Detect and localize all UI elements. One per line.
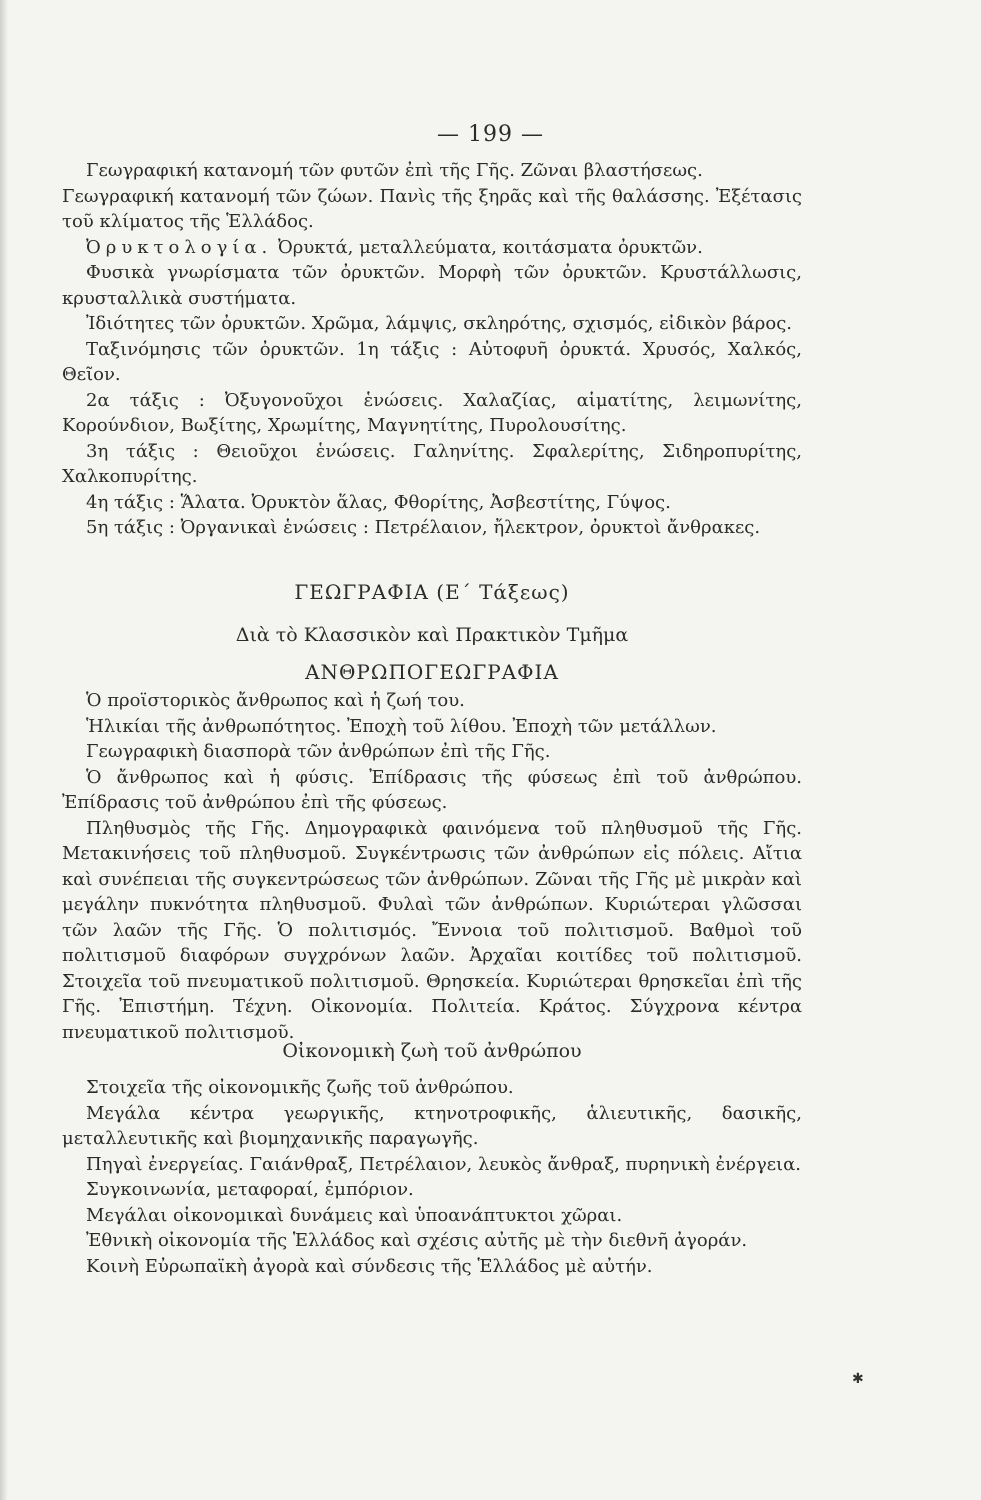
paragraph: Κοινὴ Εὐρωπαϊκὴ ἀγορὰ καὶ σύνδεσις τῆς Ἑλλάδος μὲ αὐτήν.: [86, 1255, 653, 1277]
section-heading-anthropogeography: ΑΝΘΡΩΠΟΓΕΩΓΡΑΦΙΑ: [305, 660, 559, 684]
anthropogeography-section: [62, 688, 802, 1045]
paragraph: Ὁ προϊστορικὸς ἄνθρωπος καὶ ἡ ζωή του.: [86, 690, 465, 711]
paragraph: [62, 235, 802, 261]
paragraph: 3η τάξις : Θειοῦχοι ἑνώσεις. Γαληνίτης. Σφαλερίτης, Σιδηροπυρίτης, Χαλκοπυρίτης.: [62, 440, 802, 487]
paragraph: Ταξινόμησις τῶν ὀρυκτῶν. 1η τάξις : Αὐτοφυῆ ὀρυκτά. Χρυσός, Χαλκός, Θεῖον.: [62, 338, 802, 385]
paragraph: Μεγάλα κέντρα γεωργικῆς, κτηνοτροφικῆς, ἁλιευτικῆς, δασικῆς, μεταλλευτικῆς καὶ βιομηχανικῆς παραγωγῆς.: [62, 1102, 802, 1149]
paragraph: Πληθυσμὸς τῆς Γῆς. Δημογραφικὰ φαινόμενα τοῦ πληθυσμοῦ τῆς Γῆς. Μετακινήσεις τοῦ πληθυσμοῦ. Συγκέντρωσις τῶν ἀνθρώπων εἰς πόλεις. Αἴτια καὶ συνέπειαι τῆς συγκεντρώσεως τῶν ἀνθρώπων. Ζῶναι τῆς Γῆς μὲ μικρὰν καὶ μεγάλην πυκνότητα πληθυσμοῦ. Φυλαὶ τῶν ἀνθρώπων. Κυριώτεραι γλῶσσαι τῶν λαῶν τῆς Γῆς. Ὁ πολιτισμός. Ἔννοια τοῦ πολιτισμοῦ. Βαθμοὶ τοῦ πολιτισμοῦ διαφόρων συγχρόνων λαῶν. Ἀρχαῖαι κοιτίδες τοῦ πολιτισμοῦ. Στοιχεῖα τοῦ πνευματικοῦ πολιτισμοῦ. Θρησκεία. Κυριώτεραι θρησκεῖαι ἐπὶ τῆς Γῆς. Ἐπιστήμη. Τέχνη. Οἰκονομία. Πολιτεία. Κράτος. Σύγχρονα κέντρα πνευματικοῦ πολιτισμοῦ.: [62, 817, 802, 1043]
paragraph: Στοιχεῖα τῆς οἰκονομικῆς ζωῆς τοῦ ἀνθρώπου.: [86, 1077, 514, 1098]
paragraph: Μεγάλαι οἰκονομικαὶ δυνάμεις καὶ ὑποανάπτυκτοι χῶραι.: [86, 1204, 623, 1226]
paragraph: Πηγαὶ ἐνεργείας. Γαιάνθραξ, Πετρέλαιον, λευκὸς ἄνθραξ, πυρηνικὴ ἐνέργεια.: [86, 1153, 801, 1175]
economic-life-section: [62, 1075, 802, 1279]
paragraph: 5η τάξις : Ὀργανικαὶ ἑνώσεις : Πετρέλαιον, ἤλεκτρον, ὀρυκτοὶ ἄνθρακες.: [86, 517, 761, 538]
printer-mark-icon: ✱: [852, 1371, 864, 1387]
paragraph: Ἐθνικὴ οἰκονομία τῆς Ἑλλάδος καὶ σχέσις αὐτῆς μὲ τὴν διεθνῆ ἀγοράν.: [86, 1230, 748, 1251]
paragraph: Ἰδιότητες τῶν ὀρυκτῶν. Χρῶμα, λάμψις, σκληρότης, σχισμός, εἰδικὸν βάρος.: [86, 313, 793, 334]
section-heading-economic-life: Οἰκονομικὴ ζωὴ τοῦ ἀνθρώπου: [282, 1040, 582, 1062]
paragraph: 2α τάξις : Ὀξυγονοῦχοι ἑνώσεις. Χαλαζίας, αἱματίτης, λειμωνίτης, Κορούνδιον, Βωξίτης, Χρωμίτης, Μαγνητίτης, Πυρολουσίτης.: [62, 389, 802, 436]
paragraph: Φυσικὰ γνωρίσματα τῶν ὀρυκτῶν. Μορφὴ τῶν ὀρυκτῶν. Κρυστάλλωσις, κρυσταλλικὰ συστήματα.: [62, 262, 802, 309]
paragraph: Γεωγραφικὴ διασπορὰ τῶν ἀνθρώπων ἐπὶ τῆς Γῆς.: [86, 741, 551, 762]
paragraph: 4η τάξις : Ἅλατα. Ὀρυκτὸν ἅλας, Φθορίτης, Ἀσβεστίτης, Γύψος.: [86, 491, 671, 513]
paragraph: Ὁ ἄνθρωπος καὶ ἡ φύσις. Ἐπίδρασις τῆς φύσεως ἐπὶ τοῦ ἀνθρώπου. Ἐπίδρασις τοῦ ἀνθρώπου ἐπὶ τῆς φύσεως.: [62, 766, 802, 813]
paragraph-text: Ὀρυκτά, μεταλλεύματα, κοιτάσματα ὀρυκτῶν.: [272, 236, 703, 258]
section-term: Ὀρυκτολογία.: [86, 236, 273, 258]
paragraph: Ἡλικίαι τῆς ἀνθρωπότητος. Ἐποχὴ τοῦ λίθου. Ἐποχὴ τῶν μετάλλων.: [86, 715, 717, 737]
paragraph: Γεωγραφική κατανομή τῶν ζώων. Πανὶς τῆς ξηρᾶς καὶ τῆς θαλάσσης. Ἐξέτασις τοῦ κλίματος τῆς Ἑλλάδος.: [62, 185, 802, 232]
page-edge-shadow: [0, 0, 8, 1500]
page-number: — 199 —: [437, 122, 544, 147]
paragraph: Γεωγραφική κατανομή τῶν φυτῶν ἐπὶ τῆς Γῆς. Ζῶναι βλαστήσεως.: [86, 160, 703, 181]
paragraph: Συγκοινωνία, μεταφοραί, ἐμπόριον.: [86, 1179, 414, 1200]
mineralogy-section: [62, 158, 802, 541]
section-heading-geography: ΓΕΩΓΡΑΦΙΑ (Ε΄ Τάξεως): [294, 580, 570, 604]
section-subtitle: Διὰ τὸ Κλασσικὸν καὶ Πρακτικὸν Τμῆμα: [235, 624, 629, 646]
